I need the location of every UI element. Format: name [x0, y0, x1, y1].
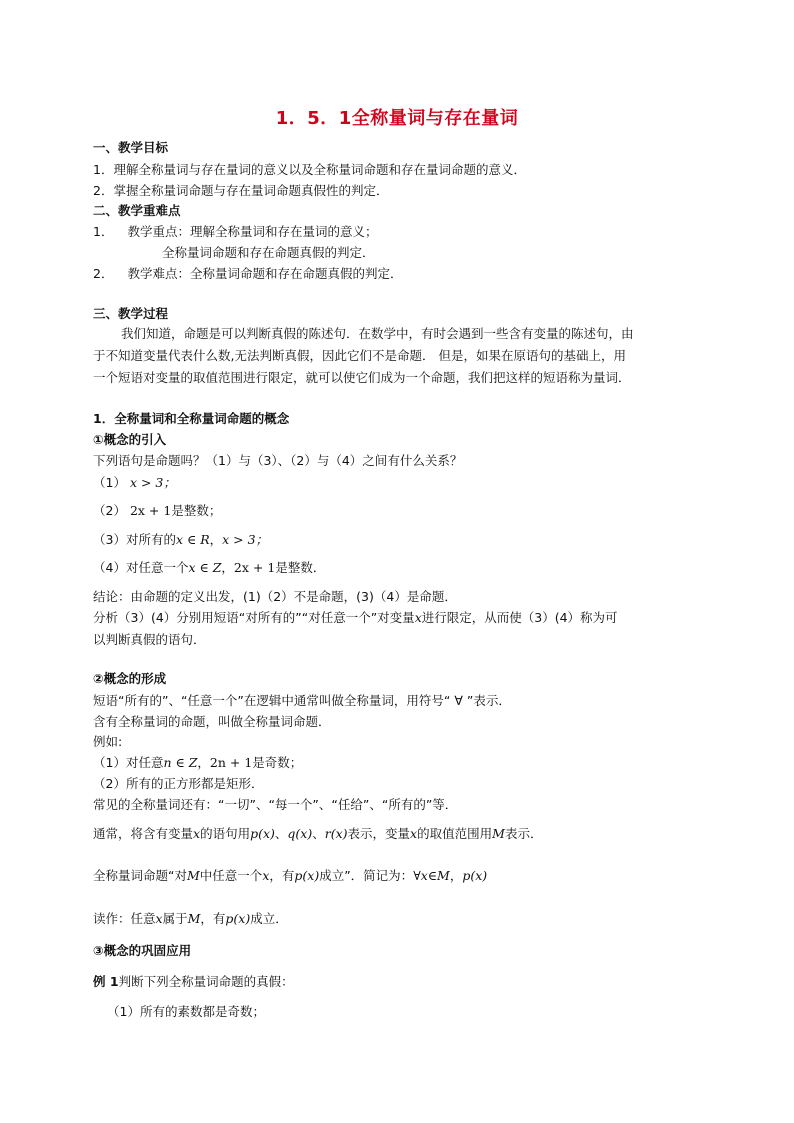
reading-line [93, 910, 288, 928]
analysis-line-1 [93, 609, 618, 627]
example-1-sep: ， [197, 755, 210, 770]
statement-1-math: x > 3； [129, 475, 176, 490]
formation-line-3: 例如: [93, 734, 123, 749]
notation-p: p(x) [250, 826, 275, 841]
def-sep: ， [449, 868, 463, 883]
conclusion-line: 结论：由命题的定义出发，(1)（2）不是命题，(3)（4）是命题． [93, 589, 457, 604]
part1-heading: 1．全称量词和全称量词命题的概念 [93, 411, 290, 426]
key-point-2-num: 2． [93, 266, 114, 281]
example-1-label: （1）对任意 [93, 755, 164, 770]
statement-4-math-1: x ∈ Z [188, 560, 222, 575]
statement-2-math: 2x + 1 [129, 503, 172, 518]
read-a: 读作：任意 [93, 911, 156, 926]
goal-item-1: 1．理解全称量词与存在量词的意义以及全称量词命题和存在量词命题的意义． [93, 162, 526, 177]
sub-heading-intro: ①概念的引入 [93, 432, 167, 447]
def-p2: p(x) [462, 868, 488, 883]
question-line: 下列语句是命题吗？（1）与（3）、（2）与（4）之间有什么关系？ [93, 453, 463, 468]
statement-3 [93, 531, 268, 549]
notation-M: M [492, 826, 505, 841]
difficulty-heading: 二、教学重难点 [93, 203, 181, 218]
statement-3-math-1: x ∈ R [175, 532, 210, 547]
read-b: 属于 [162, 911, 188, 926]
notation-f: 的取值范围用 [417, 826, 493, 841]
example-1-math-2: 2n + 1 [209, 755, 253, 770]
notation-e: 表示，变量 [347, 826, 411, 841]
example-1-math-1: n ∈ Z [163, 755, 198, 770]
notation-g: 表示． [504, 826, 543, 841]
read-M: M [187, 911, 201, 926]
analysis-var: x [414, 610, 422, 625]
notation-b: 的语句用 [200, 826, 251, 841]
notation-x: x [193, 826, 201, 841]
def-a: 全称量词命题“对 [93, 868, 187, 883]
formation-line-2: 含有全称量词的命题，叫做全称量词命题． [93, 714, 331, 729]
intro-line-3: 一个短语对变量的取值范围进行限定，就可以使它们成为一个命题，我们把这样的短语称为量词． [93, 370, 631, 385]
notation-r: r(x) [324, 826, 348, 841]
read-p: p(x) [225, 911, 251, 926]
statement-4-label: （4）对任意一个 [93, 560, 189, 575]
goals-heading: 一、教学目标 [93, 140, 169, 155]
read-c: ，有 [200, 911, 226, 926]
example-item-1: （1）所有的素数都是奇数； [107, 1004, 265, 1019]
example-line-2: （2）所有的正方形都是矩形． [93, 776, 264, 791]
statement-2 [93, 502, 221, 520]
statement-3-label: （3）对所有的 [93, 532, 176, 547]
def-b: 中任意一个 [199, 868, 263, 883]
definition-line [93, 867, 487, 885]
def-d: 成立”．简记为： [319, 868, 414, 883]
statement-1-label: （1） [93, 475, 126, 490]
notation-c: 、 [274, 826, 288, 841]
def-math: ∀x∈M [413, 868, 450, 883]
key-point-1-continued: 全称量词命题和存在命题真假的判定． [162, 245, 375, 260]
notation-d: 、 [312, 826, 325, 841]
statement-2-text: 是整数； [171, 503, 222, 518]
statement-4-sep: ， [221, 560, 234, 575]
notation-line [93, 825, 542, 843]
example-label: 例 1 [93, 974, 119, 989]
analysis-text-a: 分析（3）(4）分别用短语“对所有的”“对任意一个”对变量 [93, 610, 415, 625]
formation-line-1: 短语“所有的”、“任意一个”在逻辑中通常叫做全称量词，用符号“ ∀ ”表示． [93, 693, 511, 708]
statement-2-label: （2） [93, 503, 126, 518]
process-heading: 三、教学过程 [93, 306, 169, 321]
statement-4 [93, 559, 325, 577]
notation-a: 通常，将含有变量 [93, 826, 194, 841]
read-d: 成立． [250, 911, 288, 926]
example-line-1 [93, 754, 302, 772]
sub-heading-application: ③概念的巩固应用 [93, 943, 192, 958]
notation-x2: x [410, 826, 418, 841]
def-c: ，有 [269, 868, 295, 883]
def-p: p(x) [294, 868, 320, 883]
def-x: x [262, 868, 270, 883]
notation-q: q(x) [287, 826, 313, 841]
common-quantifiers: 常见的全称量词还有：“一切”、“每一个”、“任给”、“所有的”等． [93, 797, 458, 812]
analysis-text-b: 进行限定，从而使（3）(4）称为可 [421, 610, 618, 625]
def-M: M [186, 868, 200, 883]
intro-line-2: 于不知道变量代表什么数,无法判断真假，因此它们不是命题． 但是，如果在原语句的基础上，用 [93, 348, 626, 363]
key-point-1-text: 教学重点：理解全称量词和存在量词的意义； [127, 224, 378, 239]
statement-1 [93, 474, 176, 492]
key-point-2-text: 教学难点：全称量词命题和存在命题真假的判定． [127, 266, 403, 281]
statement-3-math-2: x > 3； [222, 532, 269, 547]
key-point-2 [93, 265, 402, 283]
goal-item-2: 2．掌握全称量词命题与存在量词命题真假性的判定． [93, 183, 389, 198]
key-point-1-num: 1． [93, 224, 114, 239]
example-text: 判断下列全称量词命题的真假： [118, 974, 294, 989]
sub-heading-formation: ②概念的形成 [93, 671, 167, 686]
statement-3-sep: ， [209, 532, 223, 547]
statement-4-math-2: 2x + 1 [233, 560, 276, 575]
analysis-line-2: 以判断真假的语句． [93, 632, 206, 647]
example-heading [93, 973, 294, 991]
page-title: 1．5．1全称量词与存在量词 [275, 108, 519, 129]
statement-4-text: 是整数． [275, 560, 326, 575]
example-1-text: 是奇数； [252, 755, 303, 770]
key-point-1 [93, 223, 377, 241]
read-x: x [155, 911, 163, 926]
intro-line-1: 我们知道，命题是可以判断真假的陈述句．在数学中，有时会遇到一些含有变量的陈述句，由 [121, 326, 634, 341]
